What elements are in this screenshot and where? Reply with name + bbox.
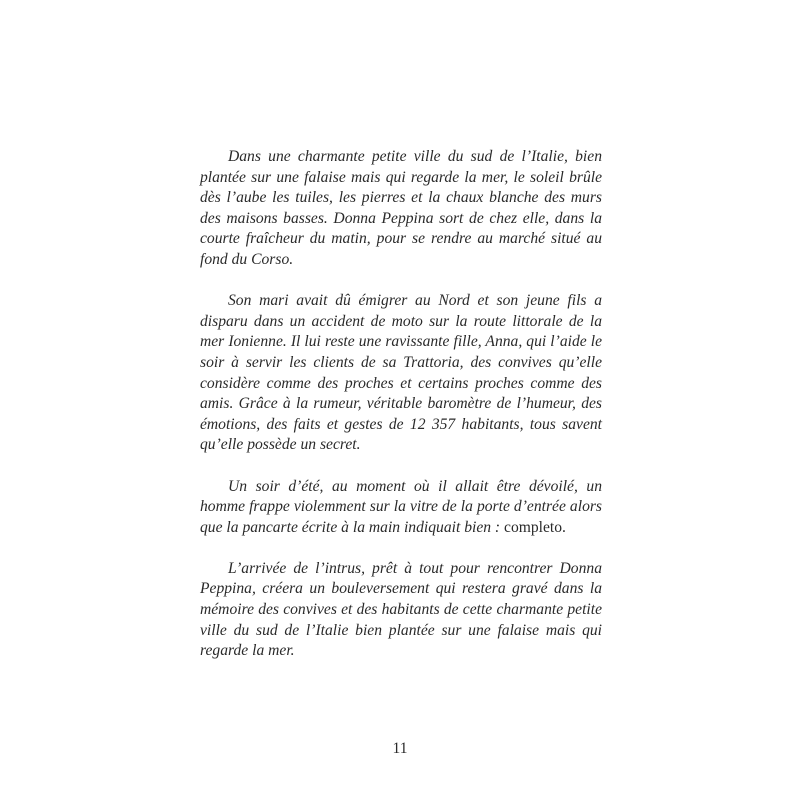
body-text [200, 147, 602, 662]
page-number: 11 [392, 740, 408, 757]
paragraph-4: L’arrivée de l’intrus, prêt à tout pour rencontrer Donna Peppina, créera un bouleversement qui restera gravé dans la mémoire des convives et des habitants de cette charmante petite ville du sud de l’Italie bien plantée sur une falaise mais qui regarde la mer. [200, 559, 602, 660]
paragraph-3-text: Un soir d’été, au moment où il allait être dévoilé, un homme frappe violemment sur la vitre de la porte d’entrée alors que la pancarte écrite à la main indiquait bien : [200, 477, 602, 536]
paragraph-1: Dans une charmante petite ville du sud de l’Italie, bien plantée sur une falaise mais qui regarde la mer, le soleil brûle dès l’aube les tuiles, les pierres et la chaux blanche des murs des maisons basses. Donna Peppina sort de chez elle, dans la courte fraîcheur du matin, pour se rendre au marché situé au fond du Corso. [200, 148, 602, 268]
sign-word-completo: completo. [504, 518, 566, 536]
paragraph-2: Son mari avait dû émigrer au Nord et son jeune fils a disparu dans un accident de moto sur la route littorale de la mer Ionienne. Il lui reste une ravissante fille, Anna, qui l’aide le soir à servir les clients de sa Trattoria, des convives qu’elle considère comme des proches et certains proches comme des amis. Grâce à la rumeur, véritable baromètre de l’humeur, des émotions, des faits et gestes de 12 357 habitants, tous savent qu’elle possède un secret. [200, 292, 602, 454]
paragraph-3 [200, 477, 602, 539]
